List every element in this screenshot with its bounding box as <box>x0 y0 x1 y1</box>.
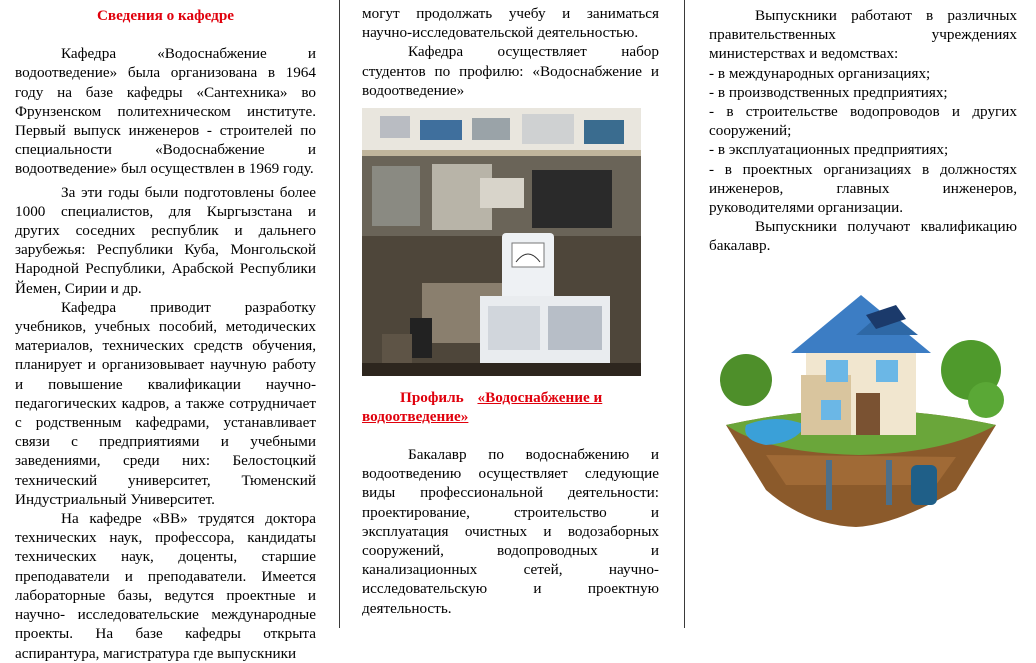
paragraph-graduates-count: За эти годы были подготовлены более 1000 специалистов, для Кыргызстана и других соседних республик и дальнего зарубежья: Республики Куба, Монгольской Народной Республики, Арабской Республики Йемен, Сирии и др. <box>15 183 316 297</box>
list-item: - в эксплуатационных предприятиях; <box>709 141 949 159</box>
list-item: - в строительстве водопроводов и других сооружений; <box>709 103 1017 140</box>
profile-heading <box>362 388 659 426</box>
paragraph-history: Кафедра «Водоснабжение и водоотведение» была организована в 1964 году на базе кафедры «Сантехника» во Фрунзенском политехническом институте. Первый выпуск инженеров - строителей по специальности «Водоснабжение и водоотведение» был осуществлен в 1969 году. <box>15 45 316 178</box>
column-profile <box>362 0 659 100</box>
column-divider-left <box>339 0 340 628</box>
list-item: - в проектных организациях в должностях инженеров, главных инженеров, руководителями организации. <box>709 160 1017 217</box>
profile-label: Профиль <box>400 389 464 406</box>
paragraph-enrollment: Кафедра осуществляет набор студентов по профилю: «Водоснабжение и водоотведение» <box>362 43 659 99</box>
list-item: - в производственных предприятиях; <box>709 83 948 101</box>
list-item: - в международных организациях; <box>709 64 931 82</box>
paragraph-bachelor-activities: Бакалавр по водоснабжению и водоотведению осуществляет следующие виды профессиональной деятельности: проектирование, строительство и эксплуатация очистных и водозаборных сооружений, водопроводных и канализационных сетей, научно-исследовательскую и проектную деятельность. <box>362 446 659 617</box>
paragraph-continuation: могут продолжать учебу и заниматься научно-исследовательской деятельностью. <box>362 5 659 42</box>
paragraph-staff: На кафедре «ВВ» трудятся доктора технических наук, профессора, кандидаты технических наук, доценты, старшие преподаватели и преподаватели. Имеется лабораторные базы, ведутся проектные и научно- исследовательские международные проекты. На базе кафедры открыта аспирантура, магистратура где выпускники <box>15 510 316 662</box>
laboratory-photo <box>362 108 641 376</box>
paragraph-activities: Кафедра приводит разработку учебников, учебных пособий, методических материалов, технических средств обучения, планирует и организовывает научную работу и повышение квалификации научно-педагогических кадров, а также сотрудничает с родственным кафедрами, устанавливает связи с предприятиями и учебными заведениями, среди них: Белостоцкий технический университет, Тюменский Индустриальный Университет. <box>15 298 316 508</box>
paragraph-employment: Выпускники работают в различных правительственных учреждениях министерствах и ведомствах: <box>709 7 1017 63</box>
section-title-about: Сведения о кафедре <box>96 7 235 24</box>
profile-name: «Водоснабжение и водоотведение» <box>362 389 603 426</box>
house-illustration <box>706 275 1012 530</box>
column-about-department <box>15 0 316 663</box>
bachelor-activities-block <box>362 445 659 618</box>
column-divider-right <box>684 0 685 628</box>
column-careers <box>709 0 1017 256</box>
paragraph-qualification: Выпускники получают квалификацию бакалавр. <box>709 218 1017 255</box>
